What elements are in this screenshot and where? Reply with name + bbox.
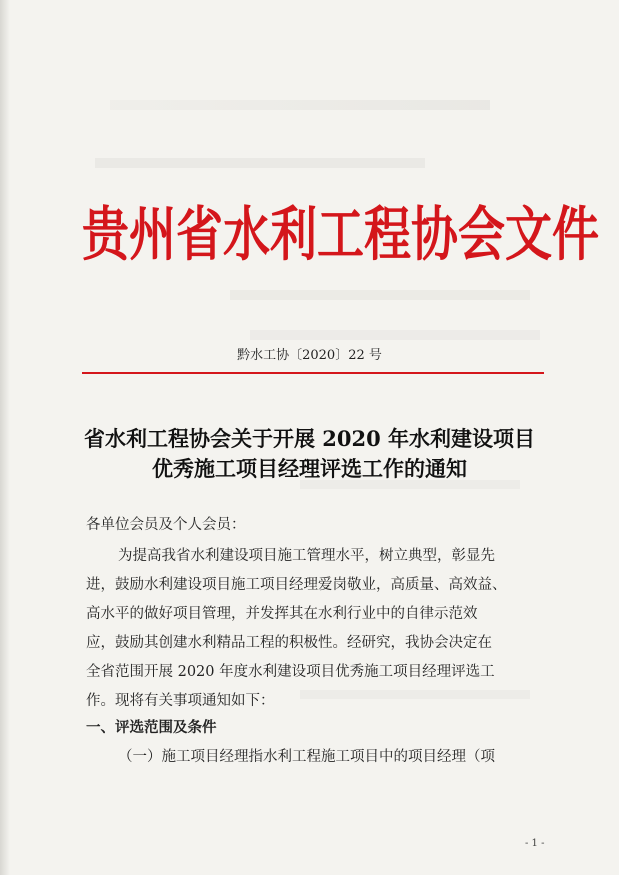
notice-title-line-1: 省水利工程协会关于开展 2020 年水利建设项目 [83, 426, 536, 451]
document-number: 黔水工协〔2020〕22 号 [237, 348, 382, 363]
paragraph-line: 全省范围开展 2020 年度水利建设项目优秀施工项目经理评选工 [86, 664, 495, 680]
bleed-through-mark [110, 100, 490, 110]
page-number: - 1 - [525, 838, 545, 849]
body-paragraph [86, 542, 546, 716]
subsection-text: （一）施工项目经理指水利工程施工项目中的项目经理（项 [118, 749, 495, 765]
header-divider [82, 372, 544, 374]
paragraph-line: 高水平的做好项目管理，并发挥其在水利行业中的自律示范效 [86, 606, 478, 622]
paragraph-line: 进，鼓励水利建设项目施工项目经理爱岗敬业，高质量、高效益、 [86, 577, 507, 593]
document-header-title: 贵州省水利工程协会文件 [82, 200, 599, 270]
bleed-through-mark [95, 158, 425, 168]
section-heading: 一、评选范围及条件 [86, 720, 217, 736]
notice-title-line-2: 优秀施工项目经理评选工作的通知 [152, 456, 467, 481]
salutation: 各单位会员及个人会员： [86, 517, 246, 533]
bleed-through-mark [230, 290, 530, 300]
paragraph-line: 应，鼓励其创建水利精品工程的积极性。经研究，我协会决定在 [86, 635, 492, 651]
paragraph-line: 作。现将有关事项通知如下： [86, 693, 275, 709]
paragraph-line: 为提高我省水利建设项目施工管理水平，树立典型，彰显先 [118, 548, 495, 564]
bleed-through-mark [250, 330, 540, 340]
